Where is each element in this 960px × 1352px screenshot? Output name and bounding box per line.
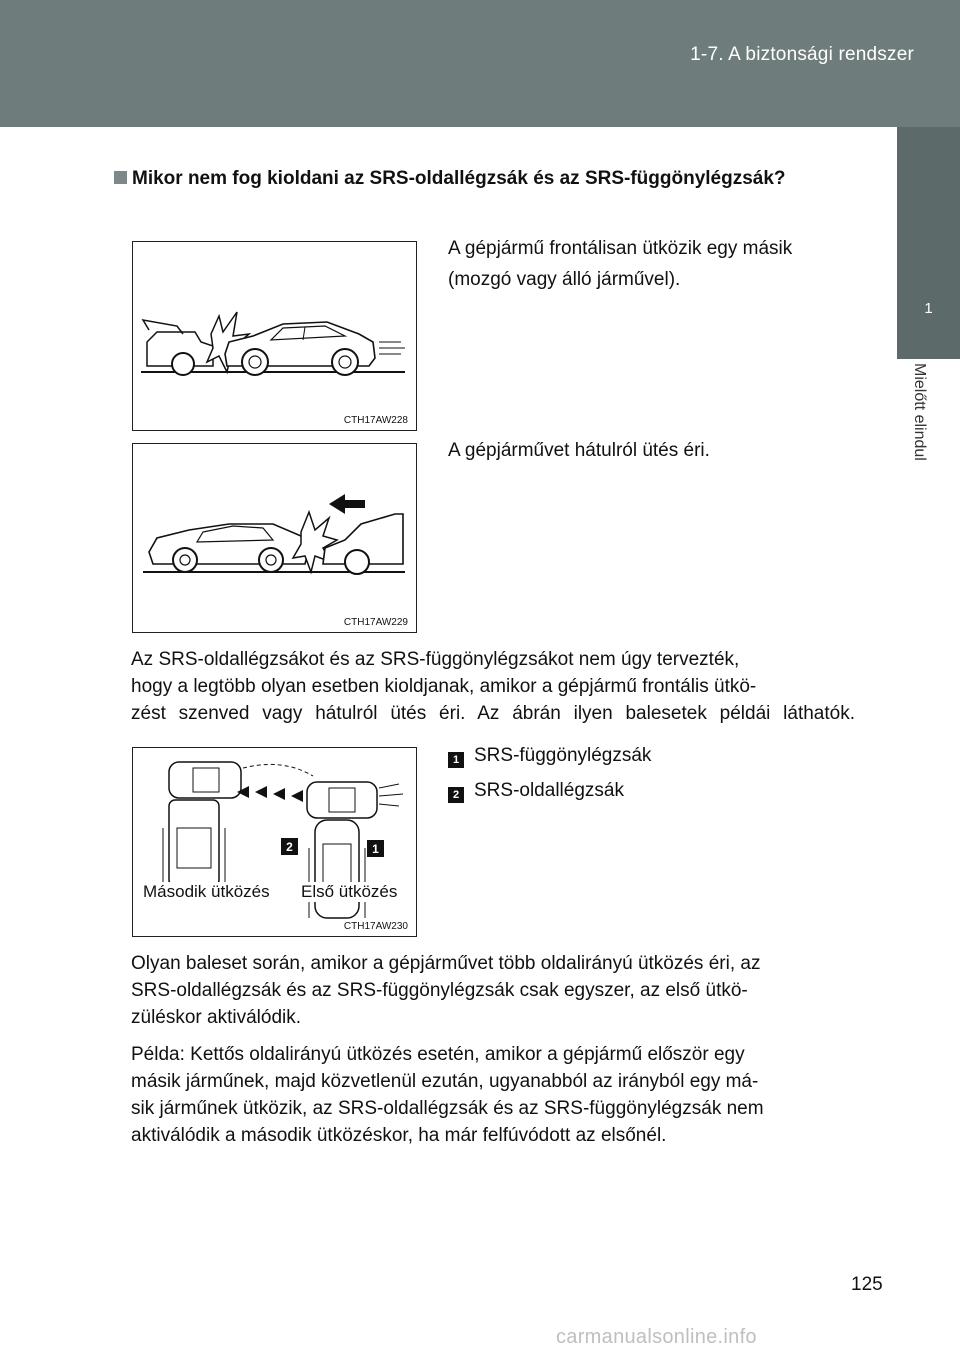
paragraph-line: Az SRS-oldallégzsákot és az SRS-függönylégzsákot nem úgy tervezték, (131, 649, 740, 670)
page-header (0, 0, 960, 127)
chapter-label (897, 363, 960, 523)
heading-text: Mikor nem fog kioldani az SRS-oldallégzsák és az SRS-függönylégzsák? (132, 168, 786, 189)
chapter-title: Mielőtt elindul (910, 363, 928, 461)
caption-line: A gépjárművet hátulról ütés éri. (448, 440, 710, 461)
paragraph-3 (131, 1041, 855, 1149)
paragraph-line: züléskor aktiválódik. (131, 1007, 302, 1028)
paragraph-line: aktiválódik a második ütközéskor, ha már felfúvódott az elsőnél. (131, 1125, 667, 1146)
svg-text:2: 2 (286, 840, 293, 854)
section-title: 1-7. A biztonsági rendszer (690, 44, 914, 65)
figure-1-caption (448, 235, 792, 293)
caption-line: A gépjármű frontálisan ütközik egy másik (448, 238, 793, 259)
rear-collision-illustration (133, 444, 416, 632)
legend-label: SRS-oldallégzsák (474, 780, 624, 801)
side-collision-illustration (133, 748, 416, 936)
figure-frontal-collision (132, 241, 417, 431)
legend-number-badge: 1 (448, 752, 464, 768)
chapter-number: 1 (924, 300, 933, 317)
figure-code: CTH17AW229 (343, 617, 408, 628)
label-first-collision: Első ütközés (301, 882, 398, 901)
paragraph-line: zést szenved vagy hátulról ütés éri. Az ábrán ilyen balesetek példái láthatók. (131, 703, 855, 724)
paragraph-line: hogy a legtöbb olyan esetben kioldjanak, amikor a gépjármű frontális ütkö- (131, 676, 757, 697)
paragraph-line: másik járműnek, majd közvetlenül ezután, ugyanabból az irányból egy má- (131, 1071, 759, 1092)
figure-side-collision (132, 747, 417, 937)
frontal-collision-illustration (133, 242, 416, 430)
svg-text:1: 1 (372, 842, 379, 856)
legend-label: SRS-függönylégzsák (474, 745, 652, 766)
figure-rear-collision (132, 443, 417, 633)
paragraph-2 (131, 950, 855, 1031)
legend-number-badge: 2 (448, 787, 464, 803)
paragraph-line: SRS-oldallégzsák és az SRS-függönylégzsák csak egyszer, az első ütkö- (131, 980, 748, 1001)
label-second-collision: Második ütközés (143, 882, 270, 901)
square-bullet-icon (114, 171, 127, 184)
paragraph-line: Olyan baleset során, amikor a gépjárművet több oldalirányú ütközés éri, az (131, 953, 761, 974)
figure-2-caption (448, 437, 710, 464)
caption-line: (mozgó vagy álló járművel). (448, 269, 681, 290)
question-heading (114, 165, 855, 192)
paragraph-line: Példa: Kettős oldalirányú ütközés esetén, amikor a gépjármű először egy (131, 1044, 745, 1065)
chapter-tab (897, 127, 960, 359)
legend-item-side (448, 777, 624, 804)
paragraph-line: sik járműnek ütközik, az SRS-oldallégzsák és az SRS-függönylégzsák nem (131, 1098, 764, 1119)
legend-item-curtain (448, 742, 651, 769)
page-number: 125 (851, 1274, 883, 1295)
watermark: carmanualsonline.info (556, 1326, 757, 1348)
figure-code: CTH17AW230 (343, 921, 408, 932)
figure-code: CTH17AW228 (343, 415, 408, 426)
paragraph-1 (131, 646, 855, 727)
